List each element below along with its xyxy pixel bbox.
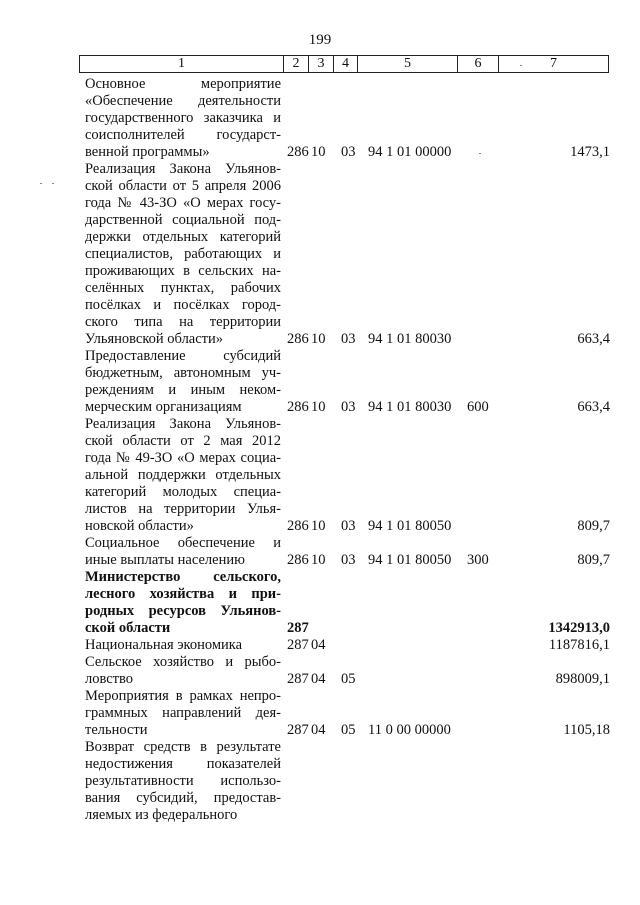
table-row	[0, 739, 640, 824]
row-cell-c6: 300	[467, 552, 489, 568]
row-name-line: дарственной социальной под-	[85, 212, 281, 228]
row-name-line: Возврат средств в результате	[85, 739, 281, 755]
row-name-line: Ульяновской области»	[85, 331, 224, 347]
row-name-line: государственного заказчика и	[85, 110, 281, 126]
page-number: 199	[308, 32, 332, 48]
table-row	[0, 637, 640, 654]
row-name	[85, 161, 281, 348]
row-cell-c4: 03	[341, 399, 356, 415]
row-name-line: Национальная экономика	[85, 637, 243, 653]
row-cell-c5: 94 1 01 80030	[368, 399, 452, 415]
row-name-line: ской области от 2 мая 2012	[85, 433, 281, 449]
row-cell-c7: 663,4	[577, 331, 610, 347]
row-name-line: Предоставление субсидий	[85, 348, 281, 364]
table-row	[0, 688, 640, 739]
header-col-3: 3	[309, 56, 334, 72]
row-cell-c5: 94 1 01 80050	[368, 552, 452, 568]
table-row	[0, 348, 640, 416]
row-name-line: мерческим организациям	[85, 399, 242, 415]
row-name-line: родных ресурсов Ульянов-	[85, 603, 281, 619]
scan-speck	[40, 183, 42, 184]
row-cell-c7: 1187816,1	[548, 637, 610, 653]
row-name-line: реждениям и иным неком-	[85, 382, 281, 398]
row-name-line: специалистов, работающих и	[85, 246, 281, 262]
row-name-line: держки отдельных категорий	[85, 229, 281, 245]
row-cell-c2: 287	[287, 620, 309, 636]
row-name-line: Реализация Закона Ульянов-	[85, 161, 281, 177]
header-col-2: 2	[284, 56, 309, 72]
row-name-line: селённых пунктах, рабочих	[85, 280, 281, 296]
header-col-5: 5	[358, 56, 458, 72]
row-cell-c4: 03	[341, 552, 356, 568]
row-cell-c7: 809,7	[577, 518, 610, 534]
row-name	[85, 739, 281, 824]
row-name-line: вания субсидий, предостав-	[85, 790, 281, 806]
row-cell-c2: 286	[287, 331, 309, 347]
row-cell-c7: 1342913,0	[548, 620, 610, 636]
row-cell-c7: 663,4	[577, 399, 610, 415]
row-cell-c3: 04	[311, 671, 326, 687]
row-cell-c3: 10	[311, 331, 326, 347]
row-name-line: венной программы»	[85, 144, 210, 160]
row-cell-c2: 287	[287, 671, 309, 687]
row-name-line: ского типа на территории	[85, 314, 281, 330]
row-name	[85, 637, 281, 654]
row-cell-c3: 04	[311, 722, 326, 738]
row-name-line: соисполнителей государст-	[85, 127, 281, 143]
row-name	[85, 76, 281, 161]
scan-speck	[479, 153, 481, 154]
scan-speck	[520, 65, 522, 66]
row-cell-c3: 10	[311, 144, 326, 160]
row-cell-c2: 286	[287, 399, 309, 415]
row-cell-c5: 94 1 01 80030	[368, 331, 452, 347]
row-name	[85, 654, 281, 688]
row-cell-c4: 03	[341, 518, 356, 534]
row-cell-c5: 94 1 01 80050	[368, 518, 452, 534]
row-name-line: Реализация Закона Ульянов-	[85, 416, 281, 432]
row-name	[85, 569, 281, 637]
row-name-line: категорий молодых специа-	[85, 484, 281, 500]
row-name-line: ляемых из федерального	[85, 807, 238, 823]
row-cell-c2: 287	[287, 722, 309, 738]
row-name-line: «Обеспечение деятельности	[85, 93, 281, 109]
table-row	[0, 76, 640, 161]
row-name	[85, 688, 281, 739]
header-col-4: 4	[334, 56, 358, 72]
row-name-line: новской области»	[85, 518, 194, 534]
row-cell-c6: 600	[467, 399, 489, 415]
table-row	[0, 161, 640, 348]
row-name-line: проживающих в сельских на-	[85, 263, 281, 279]
row-name-line: года № 49-ЗО «О мерах социа-	[85, 450, 281, 466]
row-name-line: альной поддержки отдельных	[85, 467, 281, 483]
row-name-line: ловство	[85, 671, 134, 687]
row-cell-c4: 05	[341, 671, 356, 687]
header-col-1: 1	[80, 56, 284, 72]
row-cell-c4: 03	[341, 144, 356, 160]
row-cell-c7: 809,7	[577, 552, 610, 568]
row-name-line: ской области от 5 апреля 2006	[85, 178, 281, 194]
table-row	[0, 569, 640, 637]
row-name-line: бюджетным, автономным уч-	[85, 365, 281, 381]
row-name-line: ской области	[85, 620, 171, 636]
table-header	[79, 55, 609, 73]
row-name-line: листов на территории Улья-	[85, 501, 281, 517]
row-cell-c5: 11 0 00 00000	[368, 722, 451, 738]
row-cell-c3: 10	[311, 399, 326, 415]
row-name-line: тельности	[85, 722, 148, 738]
scan-speck	[52, 183, 54, 184]
row-cell-c4: 03	[341, 331, 356, 347]
row-name-line: Мероприятия в рамках непро-	[85, 688, 281, 704]
row-name-line: Министерство сельского,	[85, 569, 281, 585]
row-name-line: иные выплаты населению	[85, 552, 245, 568]
row-name	[85, 348, 281, 416]
row-cell-c7: 898009,1	[555, 671, 610, 687]
row-cell-c2: 286	[287, 144, 309, 160]
header-col-7: 7	[550, 56, 557, 71]
row-name-line: Социальное обеспечение и	[85, 535, 281, 551]
row-name	[85, 416, 281, 535]
row-cell-c7: 1105,18	[563, 722, 610, 738]
table-row	[0, 535, 640, 569]
row-cell-c2: 286	[287, 518, 309, 534]
row-name	[85, 535, 281, 569]
row-cell-c7: 1473,1	[570, 144, 610, 160]
row-name-line: лесного хозяйства и при-	[85, 586, 281, 602]
row-cell-c3: 10	[311, 552, 326, 568]
table-row	[0, 416, 640, 535]
table-body	[0, 76, 640, 824]
row-cell-c5: 94 1 01 00000	[368, 144, 452, 160]
row-cell-c4: 05	[341, 722, 356, 738]
header-col-6: 6	[458, 56, 499, 72]
row-name-line: года № 43-ЗО «О мерах госу-	[85, 195, 281, 211]
row-name-line: граммных направлений дея-	[85, 705, 281, 721]
row-cell-c2: 286	[287, 552, 309, 568]
row-name-line: Сельское хозяйство и рыбо-	[85, 654, 281, 670]
table-row	[0, 654, 640, 688]
row-cell-c2: 287	[287, 637, 309, 653]
row-name-line: недостижения показателей	[85, 756, 281, 772]
row-name-line: результативности использо-	[85, 773, 281, 789]
row-cell-c3: 10	[311, 518, 326, 534]
row-name-line: Основное мероприятие	[85, 76, 281, 92]
row-name-line: посёлках и посёлках город-	[85, 297, 281, 313]
row-cell-c3: 04	[311, 637, 326, 653]
